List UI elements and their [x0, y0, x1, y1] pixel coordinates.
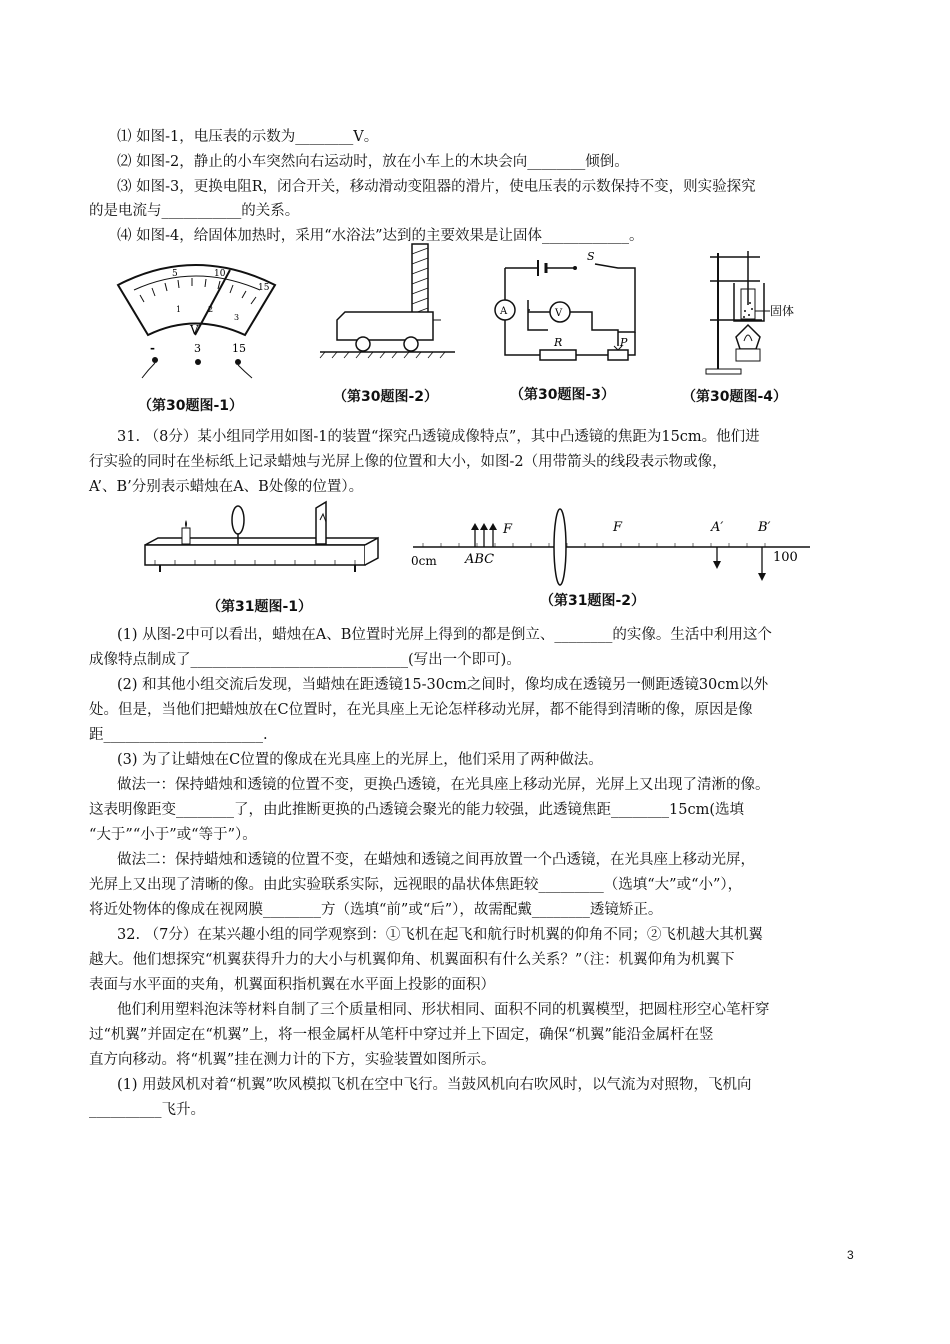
q31-line-3: A’、B’分别表示蜡烛在A、B处像的位置）。 [89, 479, 364, 495]
axis-end-label: 100 [773, 550, 798, 565]
object-positions-label: ABC [465, 552, 495, 567]
q31-p1-line-1: (1) 从图-2中可以看出，蜡烛在A、B位置时光屏上得到的都是倒立、________的实像。生活中利用这个 [117, 627, 772, 643]
water-bath-figure [700, 245, 815, 380]
slider-label: P [620, 336, 628, 349]
voltmeter-scale-15: 15 [258, 283, 270, 293]
page-number: 3 [847, 1248, 854, 1262]
q32-line-2: 越大。他们想探究“机翼获得升力的大小与机翼仰角、机翼面积有什么关系？”（注：机翼仰角为机翼下 [89, 952, 735, 968]
fig30-3-caption: （第30题图-3） [510, 387, 616, 403]
q31-line-2: 行实验的同时在坐标纸上记录蜡烛与光屏上像的位置和大小，如图-2（用带箭头的线段表示物或像， [89, 454, 727, 470]
q31-p2-line-3: 距______________________. [89, 727, 268, 743]
q32-line-3: 表面与水平面的夹角，机翼面积指机翼在水平面上投影的面积） [89, 977, 495, 993]
image-a-label: A′ [711, 520, 724, 535]
fig30-1-caption: （第30题图-1） [138, 398, 244, 414]
q32-line-7: (1) 用鼓风机对着“机翼”吹风模拟飞机在空中飞行。当鼓风机向右吹风时，以气流为对照物，飞机向 [117, 1077, 752, 1093]
q31-m1-line-3: “大于”“小于”或“等于”）。 [89, 827, 257, 843]
ammeter-label: A [500, 306, 508, 317]
q31-m2-line-2: 光屏上又出现了清晰的像。由此实验联系实际，远视眼的晶状体焦距较_________（选填“大”或“小”）， [89, 877, 743, 893]
q31-p2-line-2: 处。但是，当他们把蜡烛放在C位置时，在光具座上无论怎样移动光屏，都不能得到清晰的像，原因是像 [89, 702, 753, 718]
q30-line-4: ⑷ 如图-4，给固体加热时，采用“水浴法”达到的主要效果是让固体____________。 [117, 228, 644, 244]
q32-line-4: 他们利用塑料泡沫等材料自制了三个质量相同、形状相同、面积不同的机翼模型，把圆柱形空心笔杆穿 [117, 1002, 770, 1018]
q31-p3: (3) 为了让蜡烛在C位置的像成在光具座上的光屏上，他们采用了两种做法。 [117, 752, 603, 768]
optical-bench-figure [140, 500, 385, 585]
q32-line-8: __________飞升。 [89, 1102, 205, 1118]
lens-icon [554, 509, 566, 585]
voltmeter-unit: V [190, 323, 199, 337]
q31-m1-line-2: 这表明像距变________了，由此推断更换的凸透镜会聚光的能力较强，此透镜焦距________15cm(选填 [89, 802, 744, 818]
terminal-3: 3 [194, 342, 201, 355]
voltmeter-scale-5: 5 [172, 269, 178, 279]
q32-line-1: 32. （7分）在某兴趣小组的同学观察到：①飞机在起飞和航行时机翼的仰角不同；②飞机越大其机翼 [117, 927, 763, 943]
fig31-1-caption: （第31题图-1） [207, 599, 313, 615]
image-b-label: B′ [758, 520, 771, 535]
focus-right-label: F [613, 520, 623, 535]
cart-figure [315, 240, 460, 370]
q30-line-2: ⑵ 如图-2，静止的小车突然向右运动时，放在小车上的木块会向________倾倒。 [117, 154, 629, 170]
terminal-15: 15 [232, 342, 246, 355]
voltmeter-inner-1: 1 [176, 305, 182, 314]
switch-label: S [587, 250, 595, 263]
resistor-label: R [554, 336, 563, 349]
rheostat-icon [608, 350, 628, 360]
fig31-2-caption: （第31题图-2） [540, 593, 646, 609]
terminal-minus: - [150, 341, 155, 355]
focus-left-label: F [503, 522, 513, 537]
axis-start-label: 0cm [411, 554, 437, 568]
q31-m1-line-1: 做法一：保持蜡烛和透镜的位置不变，更换凸透镜，在光具座上移动光屏，光屏上又出现了清淅的像。 [117, 777, 770, 793]
fig30-2-caption: （第30题图-2） [333, 389, 439, 405]
circuit-figure [490, 250, 640, 365]
q30-line-3b: 的是电流与___________的关系。 [89, 203, 300, 219]
voltmeter-circle-label: V [555, 308, 563, 319]
q31-p1-line-2: 成像特点制成了______________________________(写出一个即可)。 [89, 652, 521, 668]
solid-label: 固体 [770, 304, 795, 318]
voltmeter-figure [110, 250, 285, 385]
voltmeter-inner-2: 2 [208, 305, 214, 314]
lens-axis-figure [405, 505, 820, 595]
voltmeter-scale-10: 10 [214, 269, 226, 279]
resistor-icon [540, 350, 576, 360]
q30-line-1: ⑴ 如图-1，电压表的示数为________V。 [117, 129, 379, 145]
q30-line-3: ⑶ 如图-3，更换电阻R，闭合开关，移动滑动变阻器的滑片，使电压表的示数保持不变，则实验探究 [117, 179, 756, 195]
q32-line-5: 过“机翼”并固定在“机翼”上，将一根金属杆从笔杆中穿过并上下固定，确保“机翼”能沿金属杆在竖 [89, 1027, 714, 1043]
q31-p2-line-1: (2) 和其他小组交流后发现，当蜡烛在距透镜15-30cm之间时，像均成在透镜另一侧距透镜30cm以外 [117, 677, 769, 693]
q31-m2-line-1: 做法二：保持蜡烛和透镜的位置不变，在蜡烛和透镜之间再放置一个凸透镜，在光具座上移动光屏， [117, 852, 755, 868]
q31-line-1: 31. （8分）某小组同学用如图-1的装置“探究凸透镜成像特点”，其中凸透镜的焦距为15cm。他们进 [117, 429, 760, 445]
voltmeter-inner-3: 3 [234, 313, 240, 322]
q32-line-6: 直方向移动。将“机翼”挂在测力计的下方，实验装置如图所示。 [89, 1052, 496, 1068]
q31-m2-line-3: 将近处物体的像成在视网膜________方（选填“前”或“后”），故需配戴________透镜矫正。 [89, 902, 663, 918]
fig30-4-caption: （第30题图-4） [682, 389, 788, 405]
